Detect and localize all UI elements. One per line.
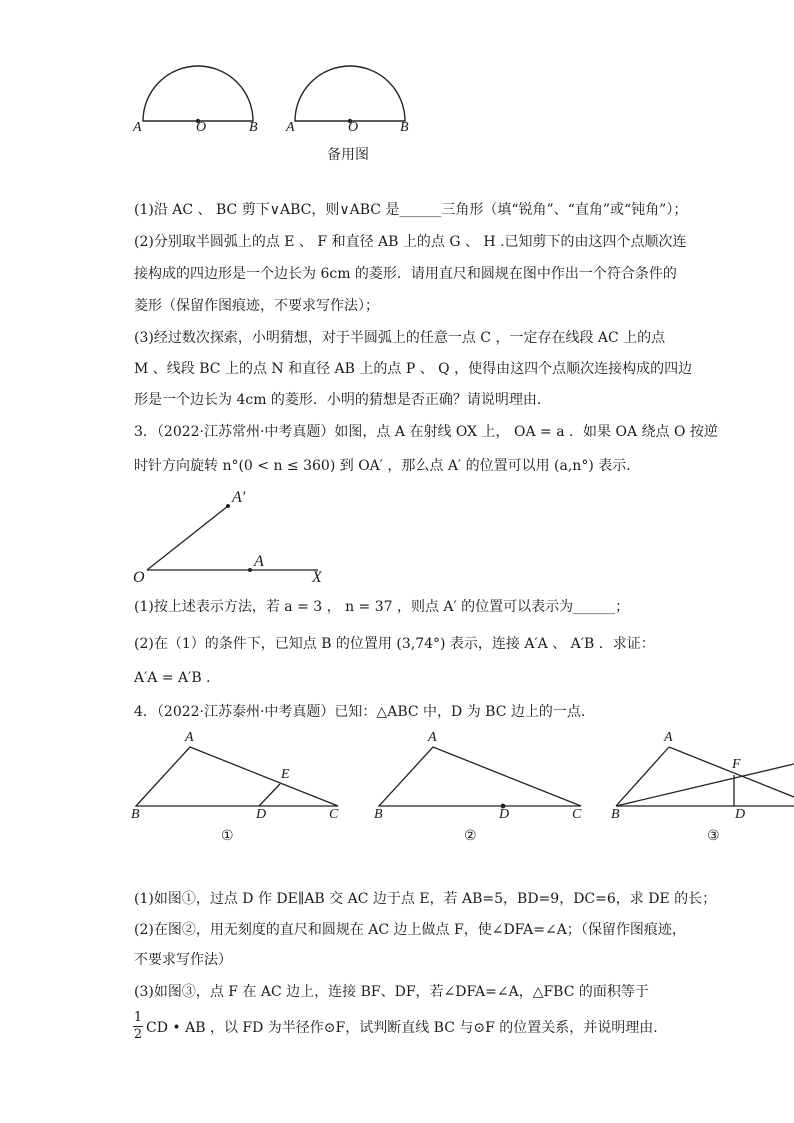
p3-question-1: (1)按上述表示方法，若 a = 3 ， n = 37 ，则点 A′ 的位置可以表示为______； — [134, 599, 630, 615]
point-label-A-prime: A′ — [232, 489, 246, 506]
point-label-O-left: O — [196, 120, 207, 135]
p4-question-3-line-2: CD • AB ，以 FD 为半径作⊙F，试判断直线 BC 与⊙F 的位置关系，并说明理由. — [146, 1020, 658, 1036]
fig2-label-A: A — [428, 730, 437, 745]
fraction-one-half — [133, 1011, 143, 1042]
fig2-label-B: B — [374, 807, 383, 822]
p2-question-3-line-3: 形是一个边长为 4cm 的菱形．小明的猜想是否正确？请说明理由． — [134, 392, 551, 408]
p2-question-3-line-2: M 、线段 BC 上的点 N 和直径 AB 上的点 P 、 Q ，使得由这四个点顺次连接构成的四边 — [134, 361, 693, 377]
fig2-number: ② — [464, 828, 477, 844]
p3-intro-line-2: 时针方向旋转 n°(0 < n ≤ 360) 到 OA′ ，那么点 A′ 的位置可以用 (a,n°) 表示． — [134, 458, 641, 474]
point-label-X: X — [312, 569, 322, 586]
figure-caption: 备用图 — [327, 147, 369, 163]
semicircle-figure-right — [295, 66, 405, 123]
p4-intro: 4．（2022·江苏泰州·中考真题）已知：△ABC 中，D 为 BC 边上的一点. — [134, 704, 586, 720]
p2-question-2-line-2: 接构成的四边形是一个边长为 6cm 的菱形．请用直尺和圆规在图中作出一个符合条件的 — [134, 266, 677, 282]
fig1-label-C: C — [329, 807, 339, 822]
p4-question-1: (1)如图①，过点 D 作 DE∥AB 交 AC 边于点 E，若 AB=5，BD=9，DC=6，求 DE 的长； — [134, 891, 717, 907]
fig1-number: ① — [221, 828, 234, 844]
fig1-label-E: E — [281, 767, 290, 782]
fraction-denominator: 2 — [133, 1027, 143, 1042]
point-label-A: A — [254, 553, 264, 570]
fig3-number: ③ — [707, 828, 720, 844]
triangle-figure-1 — [136, 747, 338, 806]
triangle-figure-2 — [379, 747, 581, 808]
point-label-O: O — [133, 569, 145, 586]
p3-question-2-line-2: A′A = A′B . — [134, 670, 211, 686]
fraction-numerator: 1 — [133, 1010, 143, 1025]
p3-question-2-line-1: (2)在（1）的条件下，已知点 B 的位置用 (3,74°) 表示，连接 A′A 、 A′B ．求证： — [134, 636, 655, 652]
fig1-label-A: A — [185, 730, 194, 745]
fig1-label-D: D — [256, 807, 267, 822]
p2-question-2-line-3: 菱形（保留作图痕迹，不要求写作法）； — [134, 298, 379, 314]
fig3-label-A: A — [664, 730, 673, 745]
point-label-B-right: B — [400, 120, 409, 135]
p4-question-2-line-1: (2)在图②，用无刻度的直尺和圆规在 AC 边上做点 F，使∠DFA=∠A；（保留作图痕迹， — [134, 922, 686, 938]
p2-question-2-line-1: (2)分别取半圆弧上的点 E 、 F 和直径 AB 上的点 G 、 H .已知剪下的由这四个点顺次连 — [134, 234, 687, 250]
p3-intro-line-1: 3．（2022·江苏常州·中考真题）如图，点 A 在射线 OX 上， OA = a ．如果 OA 绕点 O 按逆 — [134, 424, 718, 440]
fig1-label-B: B — [131, 807, 140, 822]
fig3-label-B: B — [611, 807, 620, 822]
p2-question-1: (1)沿 AC 、 BC 剪下∨ABC，则∨ABC 是______三角形（填“锐角”、“直角”或“钝角”）； — [134, 202, 688, 218]
point-label-A-left: A — [133, 120, 142, 135]
p4-question-3-line-1: (3)如图③，点 F 在 AC 边上，连接 BF、DF，若∠DFA=∠A，△FBC 的面积等于 — [134, 984, 649, 1000]
ray-figure — [147, 504, 318, 572]
p4-question-2-line-2: 不要求写作法） — [134, 952, 232, 968]
p2-question-3-line-1: (3)经过数次探索，小明猜想，对于半圆弧上的任意一点 C ，一定存在线段 AC 上的点 — [134, 330, 666, 346]
point-label-A-right: A — [286, 120, 295, 135]
fig3-label-D: D — [735, 807, 746, 822]
fig2-label-D: D — [499, 807, 510, 822]
triangle-figure-3 — [616, 747, 794, 806]
point-label-O-right: O — [348, 120, 359, 135]
semicircle-figure-left — [143, 66, 253, 123]
fig2-label-C: C — [572, 807, 582, 822]
point-label-B-left: B — [249, 120, 258, 135]
fig3-label-F: F — [732, 757, 741, 772]
